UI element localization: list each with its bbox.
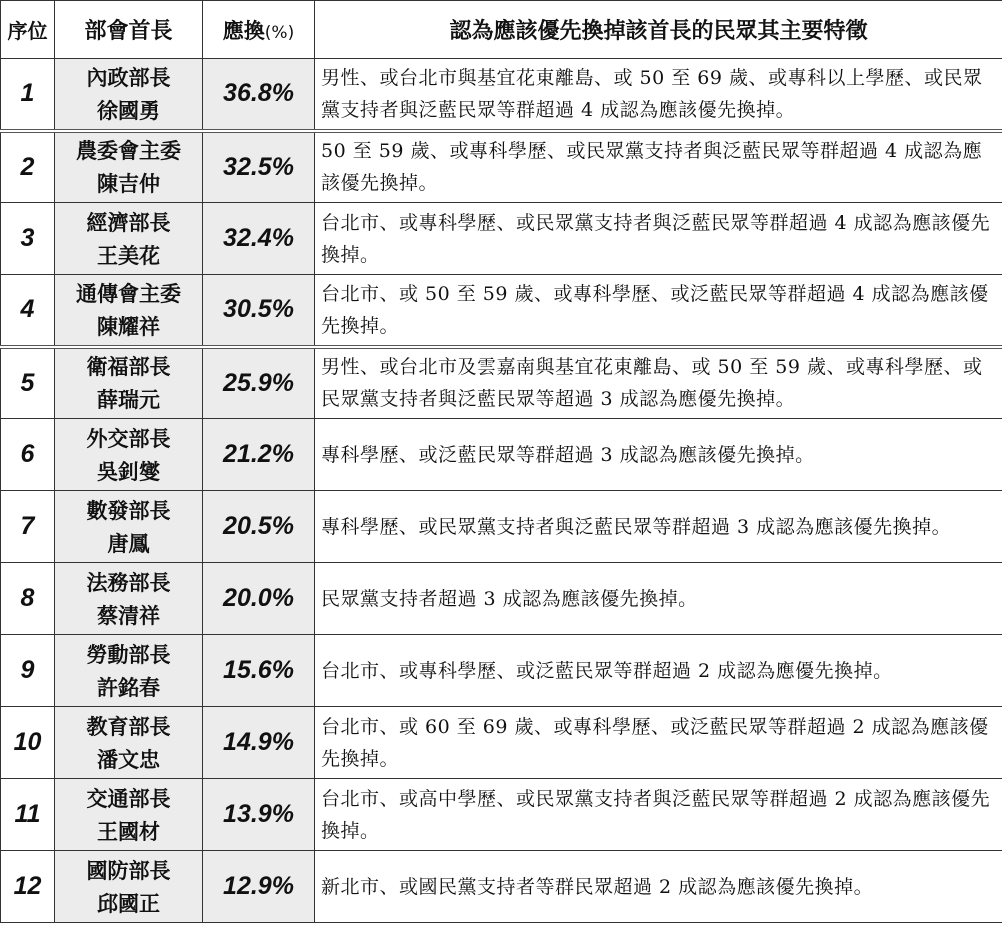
minister-cell [55, 491, 203, 563]
header-rank: 序位 [1, 1, 55, 59]
rank-cell: 12 [1, 851, 55, 923]
minister-name: 潘文忠 [97, 746, 160, 772]
header-replace-label: 應換 [222, 18, 265, 43]
replace-pct-cell: 14.9% [203, 707, 315, 779]
traits-cell: 台北市、或專科學歷、或民眾黨支持者與泛藍民眾等群超過 4 成認為應該優先換掉。 [315, 203, 1002, 275]
minister-title: 農委會主委 [76, 138, 181, 164]
traits-cell: 男性、或台北市及雲嘉南與基宜花東離島、或 50 至 59 歲、或專科學歷、或民眾黨支持者與泛藍民眾等超過 3 成認為應優先換掉。 [315, 347, 1002, 419]
minister-title: 交通部長 [86, 785, 171, 811]
table-row [1, 635, 1002, 707]
replace-pct-cell: 15.6% [203, 635, 315, 707]
minister-title: 經濟部長 [86, 209, 171, 235]
rank-cell: 10 [1, 707, 55, 779]
replace-pct-cell: 32.5% [203, 131, 315, 203]
minister-cell [55, 203, 203, 275]
minister-name: 王國材 [97, 818, 160, 844]
minister-name: 徐國勇 [97, 97, 160, 123]
table-row [1, 563, 1002, 635]
minister-title: 國防部長 [86, 857, 171, 883]
minister-cell [55, 851, 203, 923]
table-row [1, 491, 1002, 563]
table-row [1, 779, 1002, 851]
table-row [1, 131, 1002, 203]
rank-cell: 3 [1, 203, 55, 275]
rank-cell: 8 [1, 563, 55, 635]
header-row [1, 1, 1002, 59]
minister-name: 唐鳳 [107, 530, 150, 556]
table-row [1, 275, 1002, 347]
replace-pct-cell: 12.9% [203, 851, 315, 923]
minister-title: 數發部長 [86, 497, 171, 523]
replace-pct-cell: 30.5% [203, 275, 315, 347]
minister-name: 陳吉仲 [97, 171, 160, 197]
rank-cell: 2 [1, 131, 55, 203]
minister-name: 陳耀祥 [97, 313, 160, 339]
minister-name: 蔡清祥 [97, 602, 160, 628]
traits-cell: 台北市、或高中學歷、或民眾黨支持者與泛藍民眾等群超過 2 成認為應該優先換掉。 [315, 779, 1002, 851]
traits-cell: 台北市、或 60 至 69 歲、或專科學歷、或泛藍民眾等群超過 2 成認為應該優先換掉。 [315, 707, 1002, 779]
minister-name: 許銘春 [97, 674, 160, 700]
replace-pct-cell: 21.2% [203, 419, 315, 491]
traits-cell: 民眾黨支持者超過 3 成認為應該優先換掉。 [315, 563, 1002, 635]
minister-cell [55, 563, 203, 635]
rank-cell: 7 [1, 491, 55, 563]
minister-cell [55, 131, 203, 203]
replace-pct-cell: 32.4% [203, 203, 315, 275]
header-replace-unit: (%) [264, 22, 295, 43]
traits-cell: 專科學歷、或民眾黨支持者與泛藍民眾等群超過 3 成認為應該優先換掉。 [315, 491, 1002, 563]
table-row [1, 347, 1002, 419]
table-row [1, 203, 1002, 275]
traits-cell: 新北市、或國民黨支持者等群民眾超過 2 成認為應該優先換掉。 [315, 851, 1002, 923]
minister-cell [55, 707, 203, 779]
traits-cell: 專科學歷、或泛藍民眾等群超過 3 成認為應該優先換掉。 [315, 419, 1002, 491]
minister-name: 吳釗燮 [97, 458, 160, 484]
replace-pct-cell: 20.0% [203, 563, 315, 635]
minister-cell [55, 419, 203, 491]
minister-cell [55, 59, 203, 131]
traits-cell: 50 至 59 歲、或專科學歷、或民眾黨支持者與泛藍民眾等群超過 4 成認為應該優先換掉。 [315, 131, 1002, 203]
rank-cell: 6 [1, 419, 55, 491]
minister-title: 教育部長 [86, 713, 171, 739]
minister-title: 通傳會主委 [76, 280, 181, 306]
table-row [1, 707, 1002, 779]
replace-pct-cell: 25.9% [203, 347, 315, 419]
minister-name: 王美花 [97, 242, 160, 268]
traits-cell: 男性、或台北市與基宜花東離島、或 50 至 69 歲、或專科以上學歷、或民眾黨支持者與泛藍民眾等群超過 4 成認為應該優先換掉。 [315, 59, 1002, 131]
header-traits: 認為應該優先換掉該首長的民眾其主要特徵 [315, 1, 1002, 59]
minister-title: 內政部長 [86, 64, 171, 90]
replace-pct-cell: 36.8% [203, 59, 315, 131]
rank-cell: 9 [1, 635, 55, 707]
replace-pct-cell: 20.5% [203, 491, 315, 563]
header-replace-pct [203, 1, 315, 59]
table-row [1, 851, 1002, 923]
rank-cell: 4 [1, 275, 55, 347]
minister-cell [55, 347, 203, 419]
table-row [1, 419, 1002, 491]
traits-cell: 台北市、或專科學歷、或泛藍民眾等群超過 2 成認為應優先換掉。 [315, 635, 1002, 707]
minister-name: 薛瑞元 [97, 387, 160, 413]
table-row [1, 59, 1002, 131]
minister-title: 衛福部長 [86, 354, 171, 380]
minister-title: 外交部長 [86, 425, 171, 451]
minister-title: 法務部長 [86, 569, 171, 595]
minister-cell [55, 275, 203, 347]
minister-name: 邱國正 [97, 890, 160, 916]
minister-cell [55, 779, 203, 851]
minister-title: 勞動部長 [86, 641, 171, 667]
rank-cell: 11 [1, 779, 55, 851]
traits-cell: 台北市、或 50 至 59 歲、或專科學歷、或泛藍民眾等群超過 4 成認為應該優先換掉。 [315, 275, 1002, 347]
replace-pct-cell: 13.9% [203, 779, 315, 851]
rank-cell: 5 [1, 347, 55, 419]
minister-cell [55, 635, 203, 707]
header-minister: 部會首長 [55, 1, 203, 59]
rank-cell: 1 [1, 59, 55, 131]
